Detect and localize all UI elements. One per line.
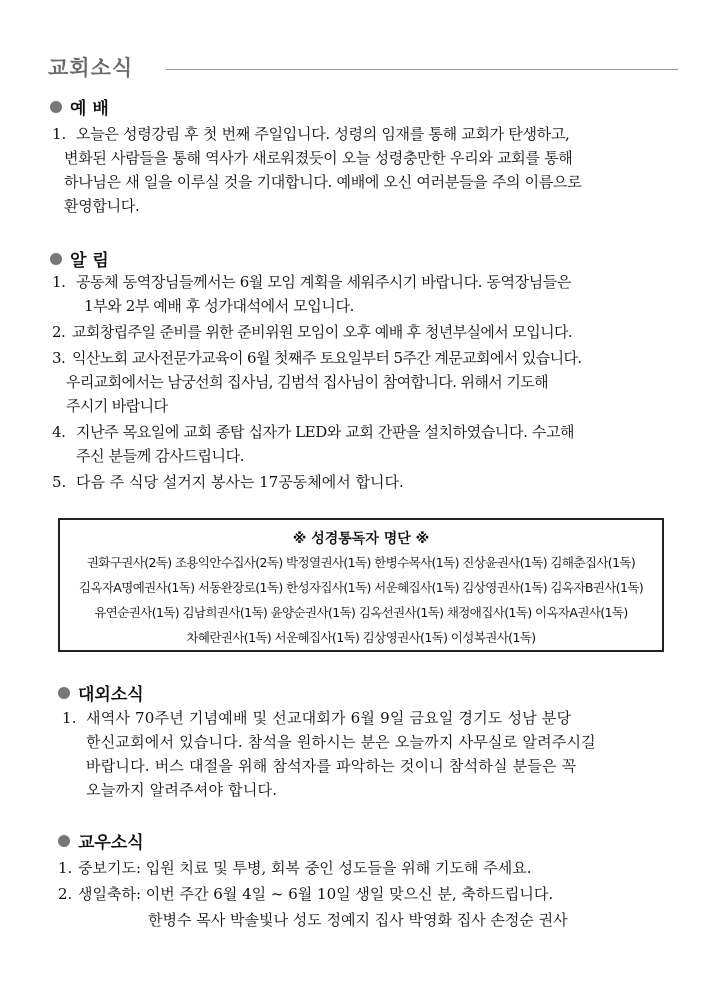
- item-line: 주시기 바랍니다: [66, 397, 168, 415]
- item-line: 공동체 동역장님들께서는 6월 모임 계획을 세워주시기 바랍니다. 동역장님들은: [76, 273, 571, 291]
- notice-item-3: [52, 346, 672, 418]
- item-number: 1.: [52, 125, 67, 143]
- section-worship-heading: [50, 94, 109, 119]
- item-number: 5.: [52, 473, 67, 491]
- section-title: 예 배: [70, 99, 109, 119]
- item-line: 주신 분들께 감사드립니다.: [76, 447, 245, 465]
- readers-line: 김옥자A명예권사(1독) 서동완장로(1독) 한성자집사(1독) 서운혜집사(1독) 김상영권사(1독) 김옥자B권사(1독): [78, 580, 644, 595]
- bible-readers-box: [58, 518, 664, 652]
- section-title: 대외소식: [78, 685, 144, 705]
- readers-line: 권화구권사(2독) 조용익안수집사(2독) 박정열권사(1독) 한병수목사(1독) 진상윤권사(1독) 김해춘집사(1독): [86, 555, 636, 570]
- item-number: 3.: [52, 349, 66, 367]
- birthday-names-line: 한병수 목사 박솔빛나 성도 정예지 집사 박영화 집사 손정순 권사: [148, 911, 568, 929]
- notice-item-1: [52, 270, 672, 318]
- page-header: [48, 52, 678, 84]
- item-line: 새역사 70주년 기념예배 및 선교대회가 6월 9일 금요일 경기도 성남 분당: [86, 709, 572, 727]
- section-title: 교우소식: [78, 833, 144, 853]
- members-item-2: [58, 882, 668, 906]
- notice-item-2: [52, 320, 672, 344]
- bullet-icon: [58, 687, 70, 699]
- item-number: 1.: [58, 859, 73, 877]
- item-line: 교회창립주일 준비를 위한 준비위원 모임이 오후 예배 후 청년부실에서 모입니다.: [72, 323, 573, 341]
- notice-item-4: [52, 420, 672, 468]
- item-number: 2.: [58, 885, 73, 903]
- bullet-icon: [50, 253, 62, 265]
- item-line: 오늘은 성령강림 후 첫 번째 주일입니다. 성령의 임재를 통해 교회가 탄생하고,: [76, 125, 570, 143]
- item-number: 1.: [62, 709, 77, 727]
- item-line: 하나님은 새 일을 이루실 것을 기대합니다. 예배에 오신 여러분들을 주의 이름으로: [64, 173, 582, 191]
- readers-line: 차혜란권사(1독) 서운혜집사(1독) 김상영권사(1독) 이성복권사(1독): [186, 630, 536, 645]
- item-line: 중보기도: 입원 치료 및 투병, 회복 중인 성도들을 위해 기도해 주세요.: [78, 859, 532, 877]
- header-divider: [166, 69, 678, 70]
- birthday-names: [148, 908, 668, 932]
- item-line: 변화된 사람들을 통해 역사가 새로워졌듯이 오늘 성령충만한 우리와 교회를 통해: [64, 149, 573, 167]
- item-line: 바랍니다. 버스 대절을 위해 참석자를 파악하는 것이니 참석하실 분들은 꼭: [86, 757, 577, 775]
- item-number: 2.: [52, 323, 66, 341]
- item-number: 4.: [52, 423, 66, 441]
- members-item-1: [58, 856, 668, 880]
- page-title: 교회소식: [48, 56, 134, 80]
- item-line: 우리교회에서는 남궁선희 집사님, 김범석 집사님이 참여합니다. 위해서 기도해: [66, 373, 548, 391]
- section-members-heading: [58, 828, 144, 853]
- item-line: 한신교회에서 있습니다. 참석을 원하시는 분은 오늘까지 사무실로 알려주시길: [86, 733, 596, 751]
- bullet-icon: [50, 101, 62, 113]
- box-title: ※ 성경통독자 명단 ※: [292, 531, 430, 547]
- external-item-1: [62, 706, 672, 802]
- worship-item-1: [52, 122, 672, 218]
- item-line: 지난주 목요일에 교회 종탑 십자가 LED와 교회 간판을 설치하였습니다. 수고해: [76, 423, 575, 441]
- item-line: 오늘까지 알려주셔야 합니다.: [86, 781, 278, 799]
- section-title: 알 림: [70, 251, 109, 271]
- readers-line: 유연순권사(1독) 김남희권사(1독) 윤양순권사(1독) 김옥선권사(1독) 채정애집사(1독) 이옥자A권사(1독): [94, 605, 628, 620]
- item-line: 익산노회 교사전문가교육이 6월 첫째주 토요일부터 5주간 계문교회에서 있습니다.: [72, 349, 582, 367]
- bullet-icon: [58, 835, 70, 847]
- item-line: 다음 주 식당 설거지 봉사는 17공동체에서 합니다.: [76, 473, 404, 491]
- item-line: 1부와 2부 예배 후 성가대석에서 모입니다.: [84, 297, 354, 315]
- item-number: 1.: [52, 273, 66, 291]
- section-notices-heading: [50, 246, 109, 271]
- notice-item-5: [52, 470, 672, 494]
- item-line: 생일축하: 이번 주간 6월 4일 ~ 6월 10일 생일 맞으신 분, 축하드립니다.: [78, 885, 554, 903]
- section-external-heading: [58, 680, 144, 705]
- item-line: 환영합니다.: [64, 197, 140, 215]
